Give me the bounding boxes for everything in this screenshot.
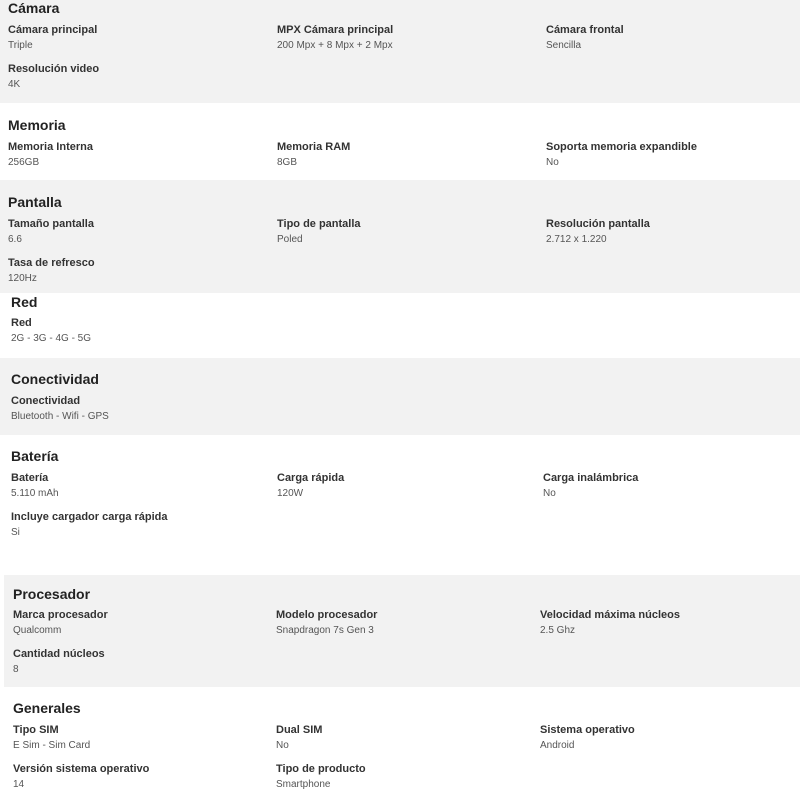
spec-label: MPX Cámara principal xyxy=(277,24,394,36)
spec-carga-rapida xyxy=(277,472,527,500)
spec-memoria-interna xyxy=(8,141,258,169)
spec-memoria-ram xyxy=(277,141,527,169)
spec-marca-procesador xyxy=(13,609,263,637)
section-title: Generales xyxy=(13,700,81,716)
section-conectividad xyxy=(0,358,800,435)
spec-label: Marca procesador xyxy=(13,609,108,621)
spec-value: 2G - 3G - 4G - 5G xyxy=(11,333,92,344)
spec-incluye-cargador xyxy=(11,511,261,539)
spec-velocidad-nucleos xyxy=(540,609,790,637)
spec-red xyxy=(11,317,261,345)
spec-cantidad-nucleos xyxy=(13,648,263,676)
spec-value: 200 Mpx + 8 Mpx + 2 Mpx xyxy=(277,40,393,51)
spec-value: E Sim - Sim Card xyxy=(13,740,91,751)
section-title: Procesador xyxy=(13,586,91,602)
section-title: Red xyxy=(11,294,38,310)
section-title: Memoria xyxy=(8,117,66,133)
spec-label: Tasa de refresco xyxy=(8,257,95,269)
spec-value: Bluetooth - Wifi - GPS xyxy=(11,411,109,422)
spec-label: Memoria RAM xyxy=(277,141,351,153)
section-memoria xyxy=(0,103,800,180)
spec-label: Modelo procesador xyxy=(276,609,378,621)
spec-label: Cámara principal xyxy=(8,24,98,36)
spec-bateria xyxy=(11,472,261,500)
spec-tipo-sim xyxy=(13,724,263,752)
spec-tipo-pantalla xyxy=(277,218,527,246)
spec-label: Soporta memoria expandible xyxy=(546,141,697,153)
spec-value: Qualcomm xyxy=(13,625,62,636)
spec-label: Cantidad núcleos xyxy=(13,648,105,660)
spec-value: 120W xyxy=(277,488,304,499)
spec-label: Memoria Interna xyxy=(8,141,93,153)
spec-label: Red xyxy=(11,317,32,329)
section-procesador xyxy=(4,575,800,687)
spec-label: Tipo de pantalla xyxy=(277,218,361,230)
spec-camara-principal xyxy=(8,24,258,52)
spec-label: Sistema operativo xyxy=(540,724,635,736)
spec-label: Tipo SIM xyxy=(13,724,59,736)
spec-tasa-refresco xyxy=(8,257,258,285)
spec-value: Android xyxy=(540,740,575,751)
spec-value: Snapdragon 7s Gen 3 xyxy=(276,625,374,636)
section-camara xyxy=(0,0,800,103)
spec-label: Versión sistema operativo xyxy=(13,763,150,775)
spec-label: Dual SIM xyxy=(276,724,323,736)
spec-value: 8GB xyxy=(277,157,298,168)
section-generales xyxy=(0,687,800,800)
spec-value: Smartphone xyxy=(276,779,331,790)
spec-label: Incluye cargador carga rápida xyxy=(11,511,168,523)
spec-resolucion-pantalla xyxy=(546,218,796,246)
spec-value: No xyxy=(543,488,556,499)
spec-carga-inalambrica xyxy=(543,472,793,500)
spec-label: Conectividad xyxy=(11,395,81,407)
spec-value: 5.110 mAh xyxy=(11,488,59,499)
spec-value: Triple xyxy=(8,40,33,51)
spec-label: Cámara frontal xyxy=(546,24,624,36)
spec-value: 4K xyxy=(8,79,21,90)
spec-value: 2.5 Ghz xyxy=(540,625,576,636)
spec-value: No xyxy=(546,157,559,168)
section-title: Conectividad xyxy=(11,371,99,387)
spec-label: Tamaño pantalla xyxy=(8,218,94,230)
spec-value: 6.6 xyxy=(8,234,22,245)
spec-conectividad xyxy=(11,395,261,423)
spec-modelo-procesador xyxy=(276,609,526,637)
spec-mpx-camara xyxy=(277,24,527,52)
spec-label: Carga rápida xyxy=(277,472,345,484)
spec-value: 120Hz xyxy=(8,273,37,284)
spec-sistema-operativo xyxy=(540,724,790,752)
spec-value: Si xyxy=(11,527,20,538)
section-title: Batería xyxy=(11,448,59,464)
spec-value: Sencilla xyxy=(546,40,582,51)
spec-tipo-producto xyxy=(276,763,526,791)
spec-label: Resolución video xyxy=(8,63,100,75)
spec-label: Velocidad máxima núcleos xyxy=(540,609,681,621)
spec-dual-sim xyxy=(276,724,526,752)
section-bateria xyxy=(0,435,800,575)
spec-label: Tipo de producto xyxy=(276,763,366,775)
spec-version-so xyxy=(13,763,263,791)
spec-label: Batería xyxy=(11,472,49,484)
spec-value: 14 xyxy=(13,779,25,790)
spec-camara-frontal xyxy=(546,24,796,52)
section-pantalla xyxy=(0,180,800,293)
spec-resolucion-video xyxy=(8,63,258,91)
spec-label: Carga inalámbrica xyxy=(543,472,639,484)
spec-tamano-pantalla xyxy=(8,218,258,246)
spec-memoria-expandible xyxy=(546,141,796,169)
section-title: Cámara xyxy=(8,0,60,16)
spec-value: 8 xyxy=(13,664,19,675)
spec-value: 2.712 x 1.220 xyxy=(546,234,607,245)
spec-label: Resolución pantalla xyxy=(546,218,650,230)
spec-value: No xyxy=(276,740,289,751)
spec-value: Poled xyxy=(277,234,303,245)
section-red xyxy=(0,293,800,358)
section-title: Pantalla xyxy=(8,194,62,210)
spec-value: 256GB xyxy=(8,157,40,168)
